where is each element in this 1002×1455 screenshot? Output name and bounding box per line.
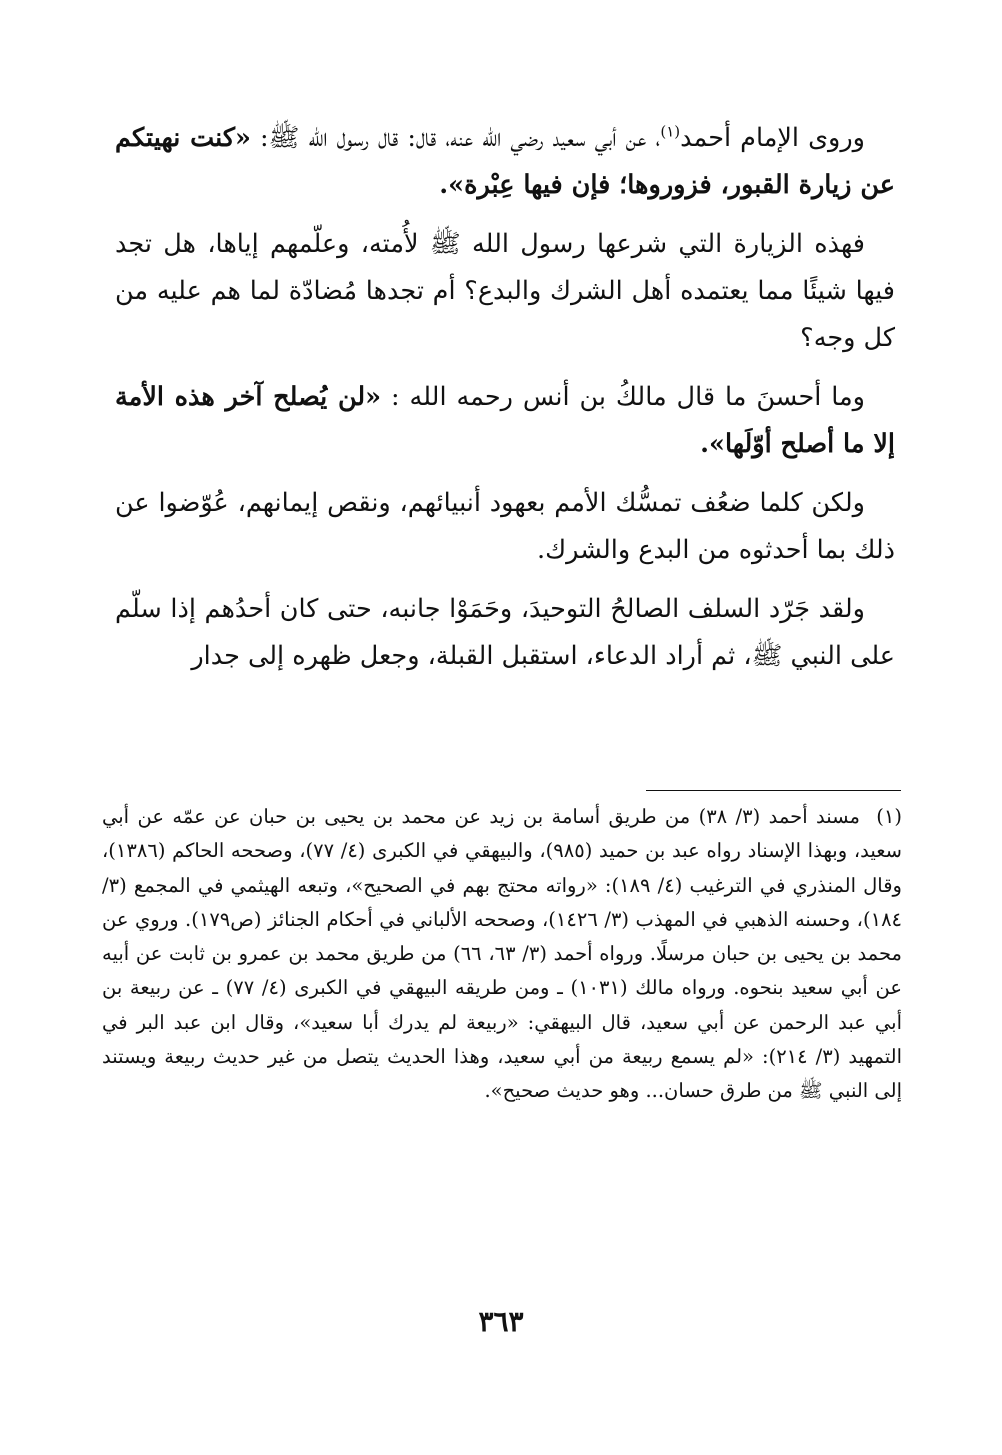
- text-run: ولقد جَرّد السلف الصالحُ التوحيدَ، وحَمَوْا جانبه، حتى كان أحدُهم إذا سلّم على النبي ﷺ، ثم أراد الدعاء، استقبل القبلة، وجعل ظهره إلى جدار: [115, 594, 895, 671]
- paragraph-1: [115, 115, 895, 209]
- footnote-number: (١): [876, 805, 902, 828]
- text-run: ولكن كلما ضعُف تمسُّك الأمم بعهود أنبيائهم، ونقص إيمانهم، عُوّضوا عن ذلك بما أحدثوه من البدع والشرك.: [115, 488, 895, 565]
- text-run: وروى الإمام أحمد: [680, 123, 865, 153]
- footnote-separator: [646, 790, 901, 791]
- text-run: وما أحسنَ ما قال مالكُ بن أنس رحمه الله :: [381, 382, 865, 412]
- paragraph-3: [115, 374, 895, 468]
- main-text: [115, 115, 895, 692]
- paragraph-5: [115, 586, 895, 680]
- text-run: ، عن أبي سعيد رضي الله عنه، قال: قال رسول الله ﷺ:: [250, 123, 661, 153]
- text-run: فهذه الزيارة التي شرعها رسول الله ﷺ لأُمته، وعلّمهم إياها، هل تجد فيها شيئًا مما يعتمده أهل الشرك والبدع؟ أم تجدها مُضادّة لما هم عليه من كل وجه؟: [115, 229, 895, 353]
- page-number: ٣٦٣: [478, 1305, 524, 1338]
- footnote-section: [102, 800, 902, 1109]
- footnote-text: مسند أحمد (٣/ ٣٨) من طريق أسامة بن زيد عن محمد بن يحيى بن حبان عن عمّه عن أبي سعيد، وبهذا الإسناد رواه عبد بن حميد (٩٨٥)، والبيهقي في الكبرى (٤/ ٧٧)، وصححه الحاكم (١٣٨٦)، وقال المنذري في الترغيب (٤/ ١٨٩): «رواته محتج بهم في الصحيح»، وتبعه الهيثمي في المجمع (٣/ ١٨٤)، وحسنه الذهبي في المهذب (٣/ ١٤٢٦)، وصححه الألباني في أحكام الجنائز (ص١٧٩). وروي عن محمد بن يحيى بن حبان مرسلًا. ورواه أحمد (٣/ ٦٣، ٦٦) من طريق محمد بن عمرو بن ثابت عن أبيه عن أبي سعيد بنحوه. ورواه مالك (١٠٣١) ـ ومن طريقه البيهقي في الكبرى (٤/ ٧٧) ـ عن ربيعة بن أبي عبد الرحمن عن أبي سعيد، قال البيهقي: «ربيعة لم يدرك أبا سعيد»، وقال ابن عبد البر في التمهيد (٣/ ٢١٤): «لم يسمع ربيعة من أبي سعيد، وهذا الحديث يتصل من غير حديث ربيعة ويستند إلى النبي ﷺ من طرق حسان... وهو حديث صحيح».: [102, 805, 903, 1103]
- paragraph-4: [115, 480, 895, 574]
- footnote-reference: (١): [660, 122, 681, 141]
- malik-quote: «لن يُصلح آخر هذه الأمة إلا ما أصلح أوّلَها».: [115, 382, 895, 459]
- paragraph-2: [115, 221, 895, 362]
- hadith-quote: «كنت نهيتكم عن زيارة القبور، فزوروها؛ فإن فيها عِبْرة».: [115, 123, 895, 200]
